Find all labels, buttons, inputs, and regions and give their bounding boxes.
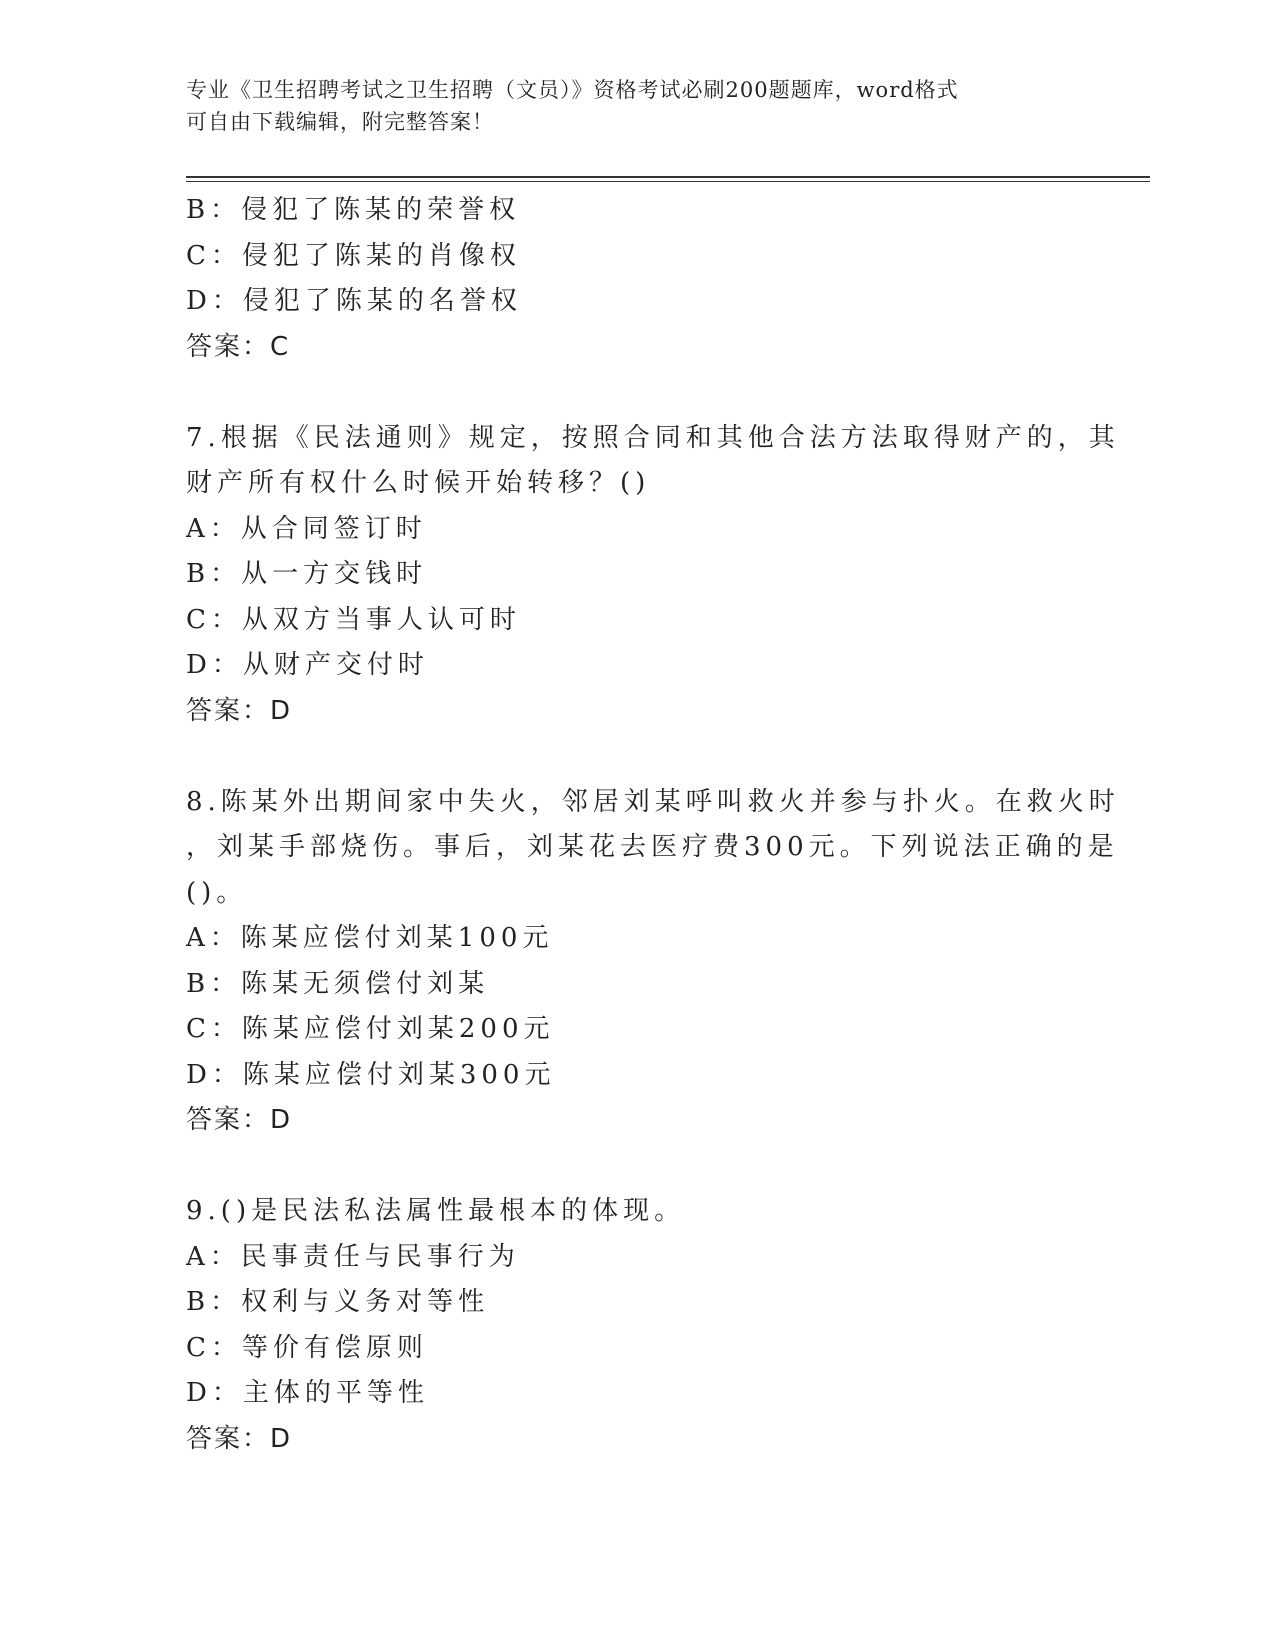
option-b: B：从一方交钱时 xyxy=(186,559,428,589)
header-rule-thick xyxy=(186,176,1150,178)
option-d: D：侵犯了陈某的名誉权 xyxy=(186,286,522,316)
spacer xyxy=(186,370,1086,416)
spacer xyxy=(186,734,1086,780)
question-7 xyxy=(186,416,1120,735)
header-line-2: 可自由下载编辑，附完整答案！ xyxy=(186,110,494,134)
option-c: C：等价有偿原则 xyxy=(186,1332,428,1363)
question-8 xyxy=(186,780,1120,1144)
question-stem-line: 8.陈某外出期间家中失火，邻居刘某呼叫救火并参与扑火。在救火时 xyxy=(186,786,1120,817)
question-9 xyxy=(186,1189,1086,1462)
question-stem-line: ，刘某手部烧伤。事后，刘某花去医疗费300元。下列说法正确的是 xyxy=(186,832,1119,862)
option-b: B：陈某无须偿付刘某 xyxy=(186,968,490,999)
option-a: A：陈某应偿付刘某100元 xyxy=(186,923,554,953)
question-stem-line: 9.()是民法私法属性最根本的体现。 xyxy=(186,1196,686,1226)
option-d: D：陈某应偿付刘某300元 xyxy=(186,1059,556,1090)
option-d: D：主体的平等性 xyxy=(186,1378,429,1408)
answer-line: 答案：D xyxy=(186,1105,293,1135)
option-c: C：侵犯了陈某的肖像权 xyxy=(186,240,521,271)
option-b: B：侵犯了陈某的荣誉权 xyxy=(186,195,521,225)
question-stem-line: ()。 xyxy=(186,877,248,908)
option-a: A：从合同签订时 xyxy=(186,513,427,544)
question-list xyxy=(186,188,1120,1462)
answer-line: 答案：C xyxy=(186,331,291,362)
option-b: B：权利与义务对等性 xyxy=(186,1287,490,1317)
option-d: D：从财产交付时 xyxy=(186,650,429,680)
question-prev xyxy=(186,188,1086,370)
header-rule-thin xyxy=(186,181,1150,182)
spacer xyxy=(186,1144,1086,1190)
document-header xyxy=(186,74,1066,138)
option-c: C：从双方当事人认可时 xyxy=(186,604,521,635)
question-stem-line: 7.根据《民法通则》规定，按照合同和其他合法方法取得财产的，其 xyxy=(186,422,1120,453)
option-a: A：民事责任与民事行为 xyxy=(186,1241,520,1272)
answer-line: 答案：D xyxy=(186,695,293,726)
option-c: C：陈某应偿付刘某200元 xyxy=(186,1014,555,1044)
answer-line: 答案：D xyxy=(186,1423,293,1454)
question-stem-line: 财产所有权什么时候开始转移？() xyxy=(186,468,651,498)
header-line-1: 专业《卫生招聘考试之卫生招聘（文员）》资格考试必刷200题题库，word格式 xyxy=(186,78,959,102)
